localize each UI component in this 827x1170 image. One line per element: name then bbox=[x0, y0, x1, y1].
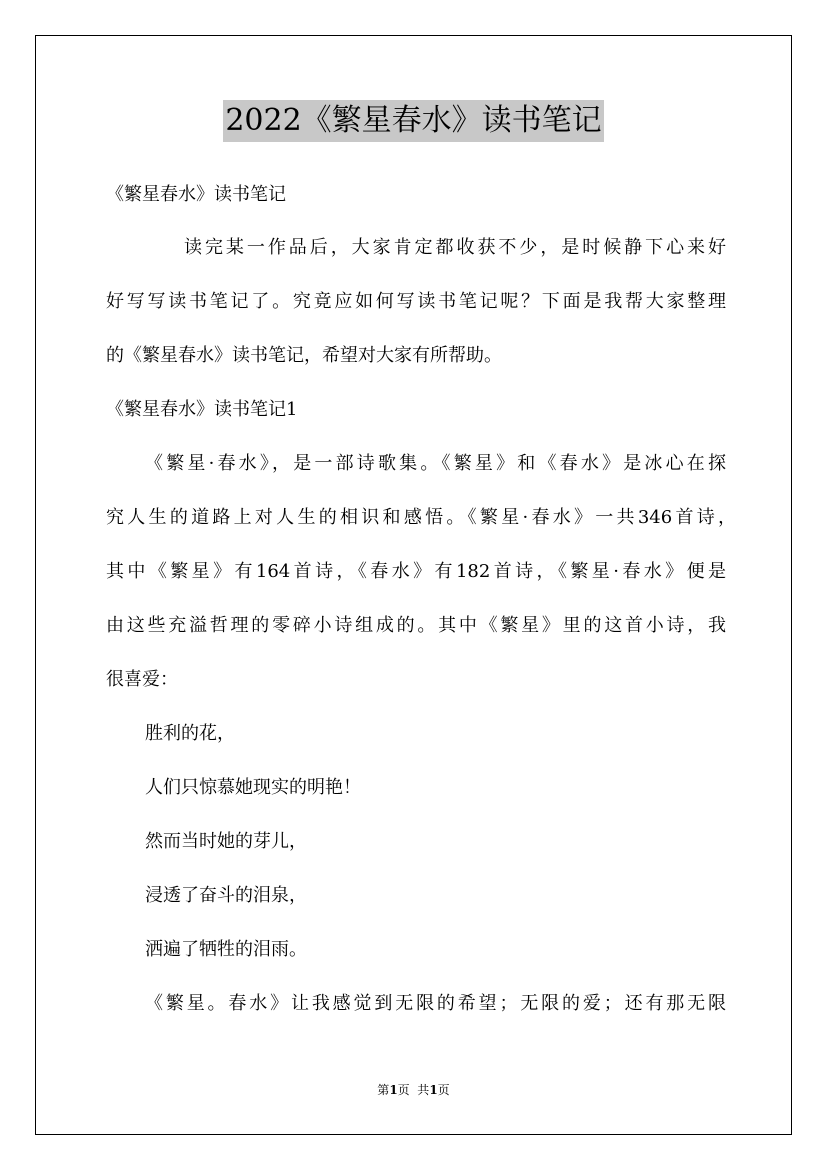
section-heading-1: 《繁星春水》读书笔记1 bbox=[106, 399, 298, 420]
body-line-5: 很喜爱： bbox=[106, 669, 178, 690]
footer-page-current: 1 bbox=[389, 1083, 398, 1097]
poem-line-5: 洒遍了牺牲的泪雨。 bbox=[145, 939, 307, 960]
body-line-3: 其中《繁星》有164首诗，《春水》有182首诗，《繁星·春水》便是 bbox=[106, 561, 726, 582]
section-heading: 《繁星春水》读书笔记 bbox=[106, 184, 286, 205]
intro-line-1: 读完某一作品后，大家肯定都收获不少，是时候静下心来好 bbox=[184, 237, 726, 258]
footer-prefix: 第 bbox=[377, 1083, 390, 1097]
poem-line-2: 人们只惊慕她现实的明艳！ bbox=[145, 777, 361, 798]
title-container bbox=[0, 100, 827, 142]
poem-line-3: 然而当时她的芽儿， bbox=[145, 831, 307, 852]
intro-line-3: 的《繁星春水》读书笔记，希望对大家有所帮助。 bbox=[106, 345, 502, 366]
body-line-2: 究人生的道路上对人生的相识和感悟。《繁星·春水》一共346首诗， bbox=[106, 507, 736, 528]
body-line-4: 由这些充溢哲理的零碎小诗组成的。其中《繁星》里的这首小诗，我 bbox=[106, 615, 726, 636]
poem-line-4: 浸透了奋斗的泪泉， bbox=[145, 885, 307, 906]
poem-line-1: 胜利的花， bbox=[145, 723, 235, 744]
body-line-1: 《繁星·春水》，是一部诗歌集。《繁星》和《春水》是冰心在探 bbox=[145, 453, 726, 474]
document-title: 2022《繁星春水》读书笔记 bbox=[223, 100, 603, 142]
page-footer bbox=[0, 1082, 827, 1098]
closing-line: 《繁星。春水》让我感觉到无限的希望；无限的爱；还有那无限 bbox=[145, 993, 726, 1014]
footer-mid: 页 共 bbox=[397, 1083, 430, 1097]
footer-suffix: 页 bbox=[437, 1083, 450, 1097]
intro-line-2: 好写写读书笔记了。究竟应如何写读书笔记呢？下面是我帮大家整理 bbox=[106, 291, 726, 312]
footer-page-total: 1 bbox=[429, 1083, 438, 1097]
